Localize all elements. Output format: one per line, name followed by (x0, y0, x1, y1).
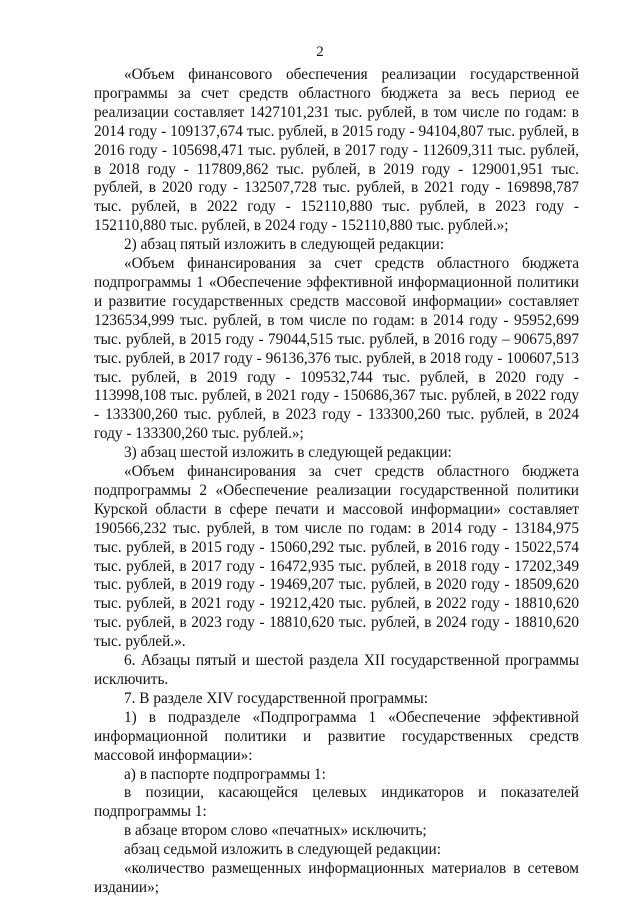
paragraph-second-abzac: в абзаце втором слово «печатных» исключить; (124, 822, 427, 840)
paragraph-item-7: 7. В разделе XIV государственной программы: (124, 689, 429, 707)
paragraph-subprogram-2-funding: «Объем финансирования за счет средств областного бюджета подпрограммы 2 «Обеспечение реализации государственной политики Курской области в сфере печати и массовой информации» составляет 190566,232 тыс. рублей, в том числе по годам: в 2014 году - 13184,975 тыс. рублей, в 2015 году - 15060,292 тыс. рублей, в 2016 году - 15022,574 тыс. рублей, в 2017 году - 16472,935 тыс. рублей, в 2018 году - 17202,349 тыс. рублей, в 2019 году - 19469,207 тыс. рублей, в 2020 году - 18509,620 тыс. рублей, в 2021 году - 19212,420 тыс. рублей, в 2022 году - 18810,620 тыс. рублей, в 2023 году - 18810,620 тыс. рублей, в 2024 году - 18810,620 тыс. рублей.». (94, 463, 579, 651)
paragraph-seventh-abzac: абзац седьмой изложить в следующей редакции: (124, 841, 441, 859)
paragraph-item-2: 2) абзац пятый изложить в следующей редакции: (124, 236, 445, 254)
document-body (94, 66, 579, 898)
paragraph-passport: а) в паспорте подпрограммы 1: (124, 765, 326, 783)
paragraph-subsection-1: 1) в подразделе «Подпрограмма 1 «Обеспечение эффективной информационной политики и развитие государственных средств массовой информации»: (94, 708, 579, 764)
paragraph-item-6: 6. Абзацы пятый и шестой раздела XII государственной программы исключить. (94, 652, 579, 688)
paragraph-program-funding: «Объем финансового обеспечения реализации государственной программы за счет средств областного бюджета за весь период ее реализации составляет 1427101,231 тыс. рублей, в том числе по годам: в 2014 году - 109137,674 тыс. рублей, в 2015 году - 94104,807 тыс. рублей, в 2016 году - 105698,471 тыс. рублей, в 2017 году - 112609,311 тыс. рублей, в 2018 году - 117809,862 тыс. рублей, в 2019 году - 129001,951 тыс. рублей, в 2020 году - 132507,728 тыс. рублей, в 2021 году - 169898,787 тыс. рублей, в 2022 году - 152110,880 тыс. рублей, в 2023 году - 152110,880 тыс. рублей, в 2024 году - 152110,880 тыс. рублей.»; (94, 66, 579, 235)
paragraph-quote-materials: «количество размещенных информационных материалов в сетевом издании»; (94, 860, 579, 896)
paragraph-indicators: в позиции, касающейся целевых индикаторов и показателей подпрограммы 1: (94, 784, 579, 821)
paragraph-item-3: 3) абзац шестой изложить в следующей редакции: (124, 444, 452, 462)
page-number: 2 (316, 44, 324, 60)
paragraph-subprogram-1-funding: «Объем финансирования за счет средств областного бюджета подпрограммы 1 «Обеспечение эффективной информационной политики и развитие государственных средств массовой информации» составляет 1236534,999 тыс. рублей, в том числе по годам: в 2014 году - 95952,699 тыс. рублей, в 2015 году - 79044,515 тыс. рублей, в 2016 году – 90675,897 тыс. рублей, в 2017 году - 96136,376 тыс. рублей, в 2018 году - 100607,513 тыс. рублей, в 2019 году - 109532,744 тыс. рублей, в 2020 году - 113998,108 тыс. рублей, в 2021 году - 150686,367 тыс. рублей, в 2022 году - 133300,260 тыс. рублей, в 2023 году - 133300,260 тыс. рублей, в 2024 году - 133300,260 тыс. рублей.»; (94, 255, 579, 443)
